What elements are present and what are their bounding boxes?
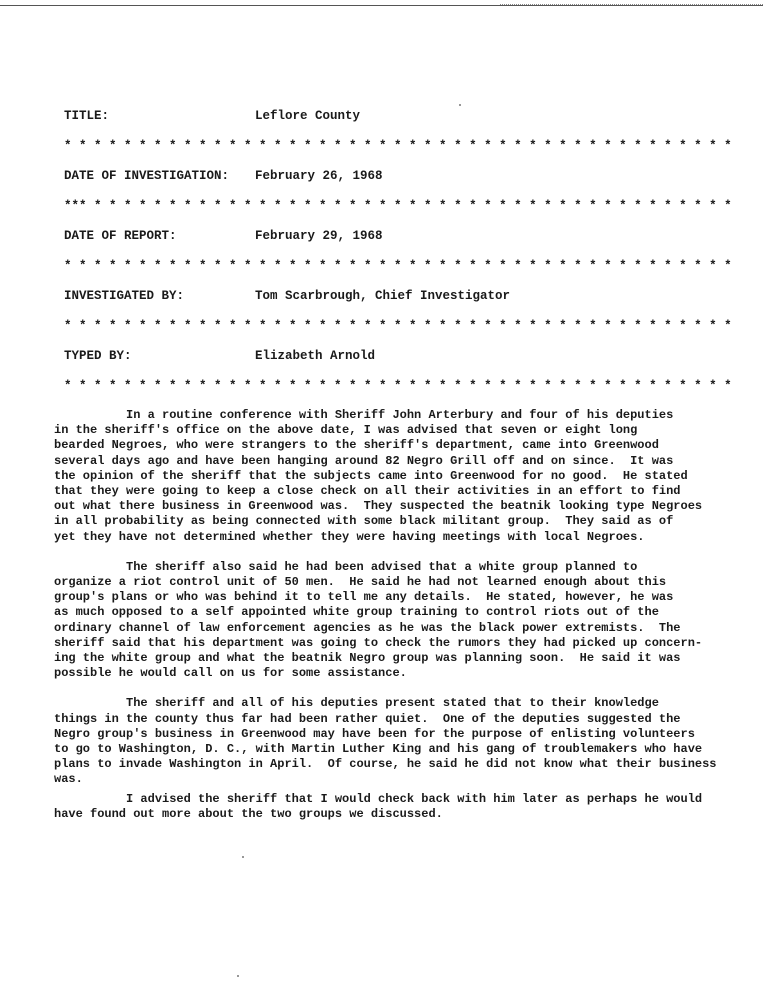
investigated-by-value: Tom Scarbrough, Chief Investigator [255, 289, 511, 303]
separator-stars: * * * * * * * * * * * * * * * * * * * * * * * * * * * * * * * * * * * * * * * * * * * * * [64, 379, 732, 393]
date-of-investigation-value: February 26, 1968 [255, 169, 383, 183]
paragraph: In a routine conference with Sheriff John Arterbury and four of his deputies in the sheriff's office on the above date, I was advised that seven or eight long bearded Negroes, who were strangers to the sheriff's department, came into Greenwood several days ago and have been hanging around 82 Negro Grill off and on since. It was the opinion of the sheriff that the subjects came into Greenwood for no good. He stated that they were going to keep a close check on all their activities in an effort to find out what there business in Greenwood was. They suspected the beatnik looking type Negroes in all probability as being connected with some black militant group. They said as of yet they have not determined whether they were having meetings with local Negroes. [54, 408, 703, 544]
scan-speck [242, 856, 244, 858]
paragraph: I advised the sheriff that I would check back with him later as perhaps he would have found out more about the two groups we discussed. [54, 791, 703, 821]
title-row [64, 107, 744, 125]
separator-stars: * * * * * * * * * * * * * * * * * * * * * * * * * * * * * * * * * * * * * * * * * * * * * [64, 319, 732, 333]
investigated-by-label: INVESTIGATED BY: [64, 289, 185, 303]
date-of-report-row [64, 227, 744, 245]
separator-stars: *** * * * * * * * * * * * * * * * * * * * * * * * * * * * * * * * * * * * * * * * * * * * [64, 199, 732, 213]
investigated-by-row [64, 287, 744, 305]
title-label: TITLE: [64, 109, 110, 123]
top-dotted-edge [500, 0, 763, 5]
paragraph: The sheriff also said he had been advised that a white group planned to organize a riot control unit of 50 men. He said he had not learned enough about this group's plans or who was behind it to tell me any details. He stated, however, he was as much opposed to a self appointed white group training to control riots out of the ordinary channel of law enforcement agencies as he was the black power extremists. The sheriff said that his department was going to check the rumors they had picked up concern- ing the white group and what the beatnik Negro group was planning soon. He said it was possible he would call on us for some assistance. [54, 559, 703, 681]
typed-by-row [64, 347, 744, 365]
date-of-report-label: DATE OF REPORT: [64, 229, 177, 243]
date-of-investigation-row [64, 167, 744, 185]
date-of-report-value: February 29, 1968 [255, 229, 383, 243]
report-body [54, 408, 759, 822]
top-border-line [0, 5, 763, 6]
paragraph: The sheriff and all of his deputies present stated that to their knowledge things in the county thus far had been rather quiet. One of the deputies suggested the Negro group's business in Greenwood may have been for the purpose of enlisting volunteers to go to Washington, D. C., with Martin Luther King and his gang of troublemakers who have plans to invade Washington in April. Of course, he said he did not know what their business was. [54, 696, 717, 787]
scan-speck [237, 975, 239, 977]
separator-stars: * * * * * * * * * * * * * * * * * * * * * * * * * * * * * * * * * * * * * * * * * * * * * [64, 139, 732, 153]
title-value: Leflore County [255, 109, 361, 123]
typed-by-label: TYPED BY: [64, 349, 132, 363]
typed-by-value: Elizabeth Arnold [255, 349, 376, 363]
separator-stars: * * * * * * * * * * * * * * * * * * * * * * * * * * * * * * * * * * * * * * * * * * * * * [64, 259, 732, 273]
date-of-investigation-label: DATE OF INVESTIGATION: [64, 169, 230, 183]
report-header [64, 107, 744, 407]
scan-speck [459, 104, 461, 106]
